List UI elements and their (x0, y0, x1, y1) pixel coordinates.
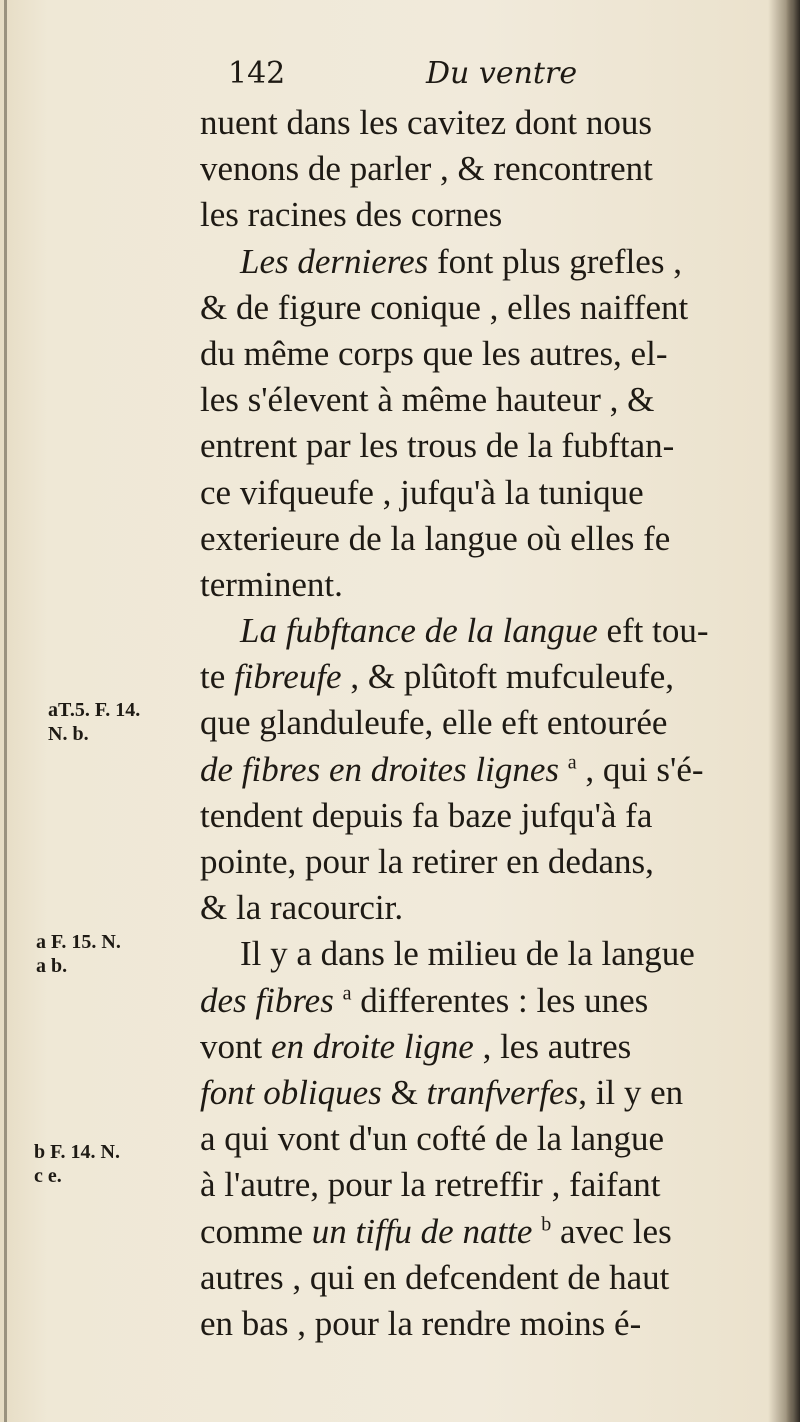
text-run: vont (200, 1026, 271, 1066)
text-run: , les autres (473, 1026, 632, 1066)
text-run: les s'élevent à même hauteur , & (200, 380, 655, 420)
running-title: Du ventre (426, 56, 578, 91)
text-run: pointe, pour la retirer en dedans, (200, 842, 654, 881)
text-line (200, 423, 775, 469)
text-run: venons de parler , & rencontrent (200, 149, 653, 189)
text-line (200, 516, 775, 562)
text-line (200, 470, 775, 516)
italic-run: un tiffu de natte (311, 1211, 533, 1251)
text-run (532, 1212, 541, 1251)
text-run: & (381, 1072, 427, 1112)
text-run: a qui vont d'un cofté de la langue (200, 1119, 665, 1159)
text-run: Il y a dans le milieu de la langue (240, 934, 695, 974)
text-run: comme (200, 1211, 312, 1251)
text-run: entrent par les trous de la fubftan- (200, 426, 675, 466)
text-line (200, 1301, 775, 1347)
text-line (200, 192, 775, 238)
text-line (200, 885, 775, 931)
margin-note-2 (36, 930, 121, 978)
text-line (200, 331, 775, 377)
margin-note-line: c e. (34, 1165, 62, 1187)
text-line (200, 100, 775, 146)
body-text (200, 100, 775, 1347)
text-run (334, 981, 343, 1020)
footnote-marker: a (342, 981, 352, 1004)
text-run: , qui s'é- (576, 749, 704, 789)
text-line (200, 700, 775, 746)
text-line (200, 747, 775, 793)
text-run: avec les (551, 1211, 672, 1251)
binding-gutter (4, 0, 7, 1422)
footnote-marker: a (567, 750, 577, 773)
text-run: ce vifqueufe , jufqu'à la tunique (200, 472, 644, 512)
text-run: , & plûtoft mufculeufe, (341, 657, 675, 697)
margin-note-line: a F. 15. N. (36, 931, 121, 953)
text-line (200, 931, 775, 977)
italic-run: de fibres en droites lignes (200, 749, 560, 789)
text-run: differentes : les unes (351, 980, 649, 1020)
text-run: nuent dans les cavitez dont nous (200, 103, 652, 142)
text-line (200, 285, 775, 331)
page-number: 142 (228, 56, 286, 91)
text-line (200, 377, 775, 423)
italic-run: des fibres (200, 980, 334, 1020)
text-run: en bas , pour la rendre moins é- (200, 1303, 642, 1343)
margin-note-line: N. b. (48, 723, 89, 745)
margin-note-1 (48, 698, 140, 746)
text-line (200, 146, 775, 192)
text-run: tendent depuis fa baze jufqu'à fa (200, 795, 653, 835)
text-line (200, 978, 775, 1024)
text-run: à l'autre, pour la retreffir , faifant (200, 1165, 661, 1205)
text-line (200, 608, 775, 654)
margin-note-line: a b. (36, 955, 68, 977)
text-run: te (200, 657, 235, 697)
text-line (200, 1070, 775, 1116)
text-run: , il y en (578, 1072, 684, 1112)
italic-run: en droite ligne (270, 1026, 474, 1066)
italic-run: font obliques (200, 1072, 382, 1112)
text-run: du même corps que les autres, el- (200, 333, 668, 373)
text-run: que glanduleufe, elle eft entourée (200, 703, 668, 743)
text-line (200, 1116, 775, 1162)
text-run: autres , qui en defcendent de haut (200, 1257, 670, 1297)
text-run: & de figure conique , elles naiffent (200, 287, 689, 327)
text-line (200, 1162, 775, 1208)
text-run: & la racourcir. (200, 888, 404, 928)
italic-run: tranfverfes (426, 1072, 579, 1112)
page-header (228, 56, 788, 100)
text-line (200, 239, 775, 285)
text-run: exterieure de la langue où elles fe (200, 518, 671, 558)
text-line (200, 654, 775, 700)
text-line (200, 1255, 775, 1301)
text-line (200, 1209, 775, 1255)
margin-note-line: b F. 14. N. (34, 1141, 120, 1163)
italic-run: Les dernieres (240, 241, 429, 281)
margin-note-3 (34, 1140, 120, 1188)
margin-note-line: aT.5. F. 14. (48, 699, 141, 721)
text-run: font plus grefles , (428, 241, 682, 281)
text-run: eft tou- (597, 611, 709, 651)
italic-run: fibreufe (234, 657, 342, 697)
text-line (200, 1024, 775, 1070)
text-run: les racines des cornes (200, 195, 503, 235)
page-edge-shadow (786, 0, 800, 1422)
text-run: terminent. (200, 564, 343, 604)
footnote-marker: b (541, 1212, 552, 1235)
text-run (559, 750, 568, 789)
text-line (200, 793, 775, 839)
text-line (200, 839, 775, 885)
italic-run: La fubftance de la langue (240, 611, 598, 651)
text-line (200, 562, 775, 608)
